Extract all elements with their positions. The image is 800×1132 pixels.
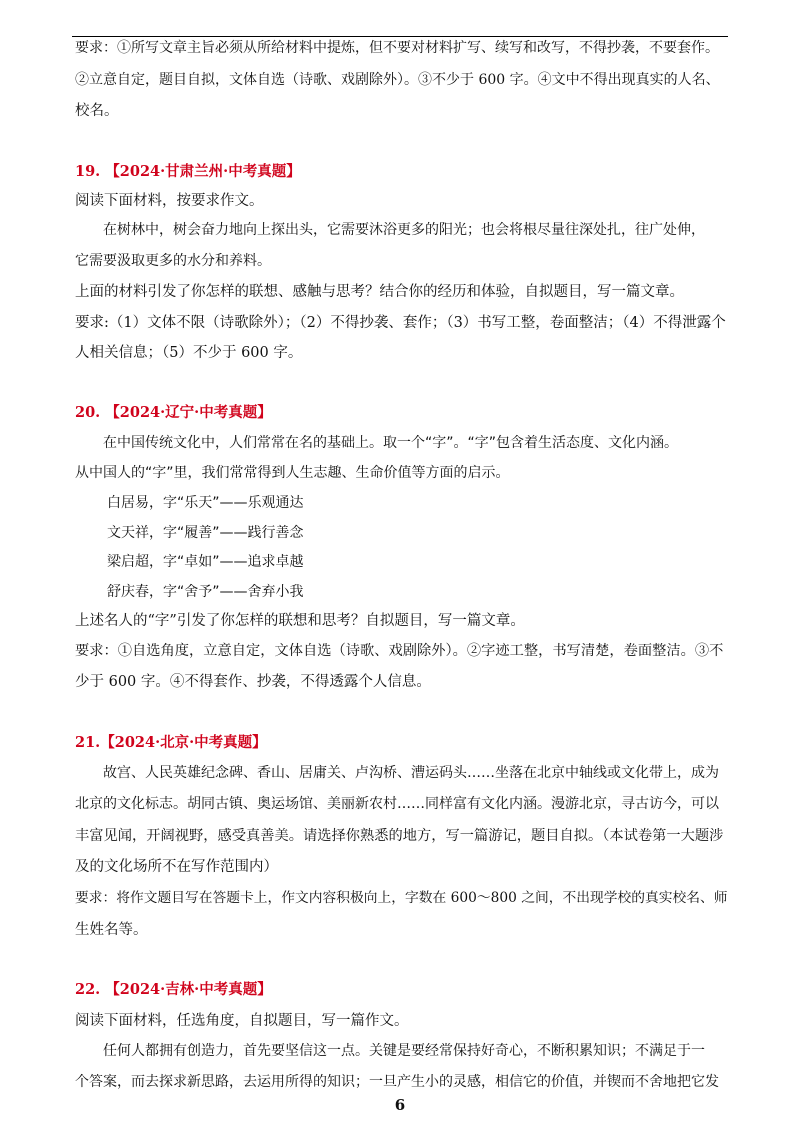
question-20-material-line-2: 从中国人的“字”里，我们常常得到人生志趣、生命价值等方面的启示。 (75, 465, 510, 481)
question-20-material-line-1: 在中国传统文化中，人们常常在名的基础上。取一个“字”。“字”包含着生活态度、文化内涵。 (103, 435, 679, 451)
question-20-example: 梁启超，字“卓如”——追求卓越 (107, 554, 304, 570)
prev-requirement-line-2: ②立意自定，题目自拟，文体自选（诗歌、戏剧除外）。③不少于 600 字。④文中不得出现真实的人名、 (75, 72, 720, 88)
question-20-prompt: 上述名人的“字”引发了你怎样的联想和思考？自拟题目，写一篇文章。 (75, 613, 525, 629)
question-19-heading: 19. 【2024·甘肃兰州·中考真题】 (75, 163, 301, 180)
header-rule (72, 36, 728, 37)
question-20-heading: 20. 【2024·辽宁·中考真题】 (75, 404, 272, 421)
question-22-intro: 阅读下面材料，任选角度，自拟题目，写一篇作文。 (75, 1013, 409, 1029)
question-21-material-line-3: 丰富见闻，开阔视野，感受真善美。请选择你熟悉的地方，写一篇游记，题目自拟。（本试卷第一大题涉 (75, 828, 724, 844)
question-22-material-line-2: 个答案，而去探求新思路，去运用所得的知识；一旦产生小的灵感，相信它的价值，并锲而不舍地把它发 (75, 1074, 719, 1090)
question-20-example: 文天祥，字“履善”——践行善念 (107, 525, 304, 541)
question-20-requirement-line-1: 要求：①自选角度，立意自定，文体自选（诗歌、戏剧除外）。②字迹工整，书写清楚，卷面整洁。③不 (75, 643, 724, 659)
question-19-prompt: 上面的材料引发了你怎样的联想、感触与思考？结合你的经历和体验，自拟题目，写一篇文章。 (75, 284, 684, 300)
question-19-requirement-line-1: 要求:（1）文体不限（诗歌除外）；（2）不得抄袭、套作；（3）书写工整，卷面整洁；（4）不得泄露个 (75, 315, 726, 331)
question-19-material-line-2: 它需要汲取更多的水分和养料。 (75, 253, 271, 269)
question-20-example: 白居易，字“乐天”——乐观通达 (107, 495, 304, 511)
question-19-material-line-1: 在树林中，树会奋力地向上探出头，它需要沐浴更多的阳光；也会将根尽量往深处扎，往广处伸， (103, 222, 705, 238)
question-22-material-line-1: 任何人都拥有创造力，首先要坚信这一点。关键是要经常保持好奇心，不断积累知识；不满足于一 (103, 1043, 705, 1059)
question-19-intro: 阅读下面材料，按要求作文。 (75, 193, 264, 209)
question-22-heading: 22. 【2024·吉林·中考真题】 (75, 981, 272, 998)
question-21-requirement-line-2: 生姓名等。 (75, 922, 148, 938)
prev-requirement-line-3: 校名。 (75, 103, 119, 119)
question-21-heading: 21.【2024·北京·中考真题】 (75, 734, 267, 751)
question-20-requirement-line-2: 少于 600 字。④不得套作、抄袭，不得透露个人信息。 (75, 674, 431, 690)
question-20-example: 舒庆春，字“舍予”——舍弃小我 (107, 584, 304, 600)
prev-requirement-line-1: 要求：①所写文章主旨必须从所给材料中提炼，但不要对材料扩写、续写和改写，不得抄袭，不要套作。 (75, 40, 719, 56)
question-21-requirement-line-1: 要求：将作文题目写在答题卡上，作文内容积极向上，字数在 600～800 之间，不出现学校的真实校名、师 (75, 890, 728, 906)
question-21-material-line-1: 故宫、人民英雄纪念碑、香山、居庸关、卢沟桥、漕运码头……坐落在北京中轴线或文化带上，成为 (103, 765, 719, 781)
question-21-material-line-2: 北京的文化标志。胡同古镇、奥运场馆、美丽新农村……同样富有文化内涵。漫游北京，寻古访今，可以 (75, 796, 719, 812)
page-number: 6 (394, 1096, 406, 1114)
question-21-material-line-4: 及的文化场所不在写作范围内） (75, 859, 278, 875)
question-19-requirement-line-2: 人相关信息；（5）不少于 600 字。 (75, 345, 303, 361)
